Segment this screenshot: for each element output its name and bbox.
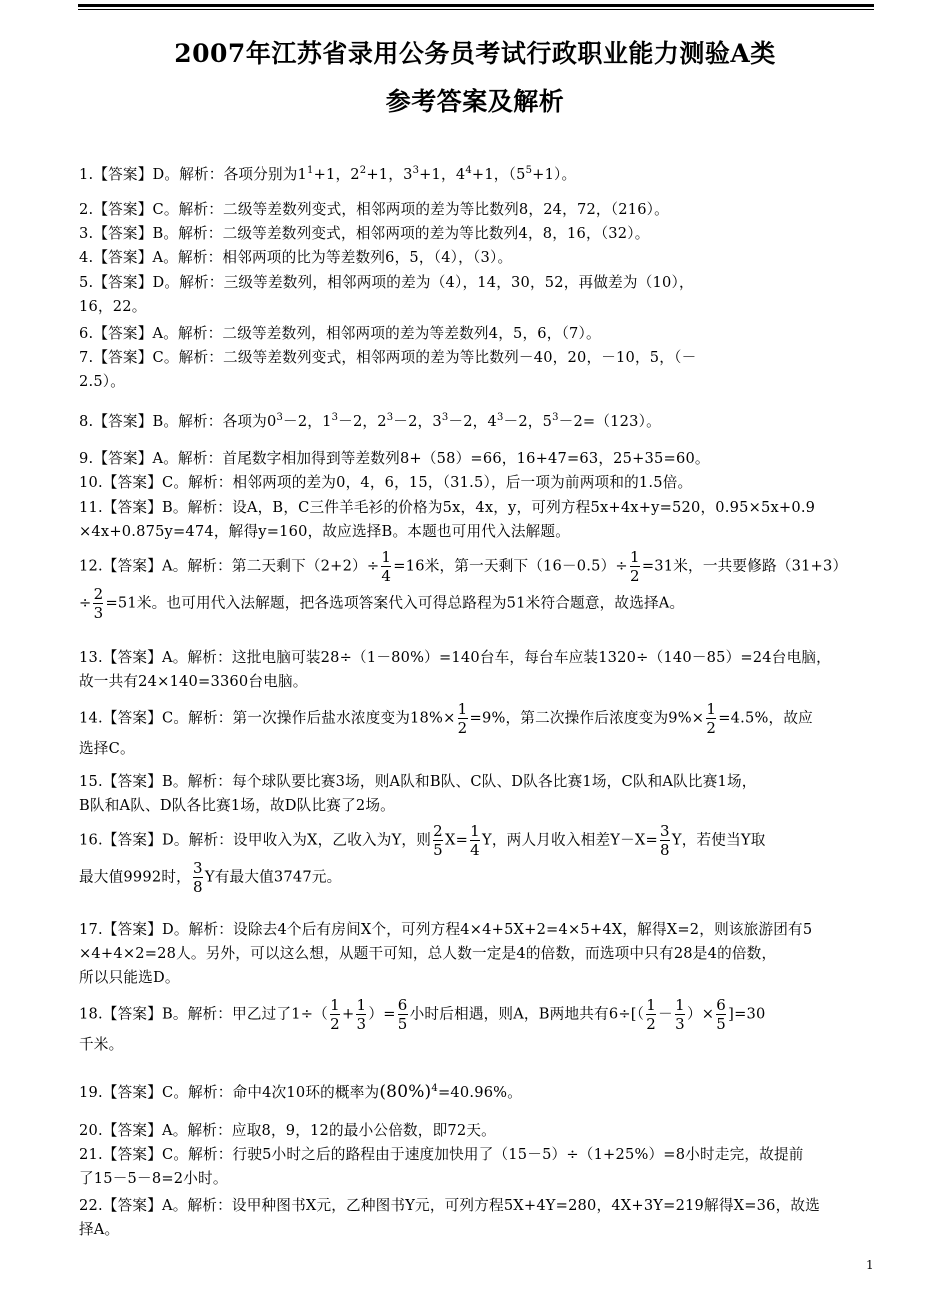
superscript: 5 <box>525 165 533 177</box>
text-run: 2.5）。 <box>79 373 126 390</box>
text-run: 了15－5－8=2小时。 <box>79 1170 228 1187</box>
text-run: 15.【答案】B。解析：每个球队要比赛3场，则A队和B队、C队、D队各比赛1场，C队和A队比赛1场， <box>79 773 757 790</box>
text-run: ）= <box>368 1005 396 1023</box>
fraction-numerator: 2 <box>93 585 104 603</box>
fraction <box>470 822 480 859</box>
text-run: +1）。 <box>532 166 577 183</box>
answer-item-12 <box>79 548 877 622</box>
fraction-denominator: 2 <box>646 1015 657 1033</box>
text-run: 13.【答案】A。解析：这批电脑可装28÷（1－80%）=140台车，每台车应装1320÷（140－85）=24台电脑， <box>79 649 831 666</box>
text-run: +1，3 <box>366 166 413 183</box>
answer-item-10 <box>79 471 877 495</box>
fraction-numerator: 1 <box>675 996 685 1014</box>
answer-item-14 <box>79 700 877 761</box>
fraction <box>646 996 656 1033</box>
text-run: ]=30 <box>728 1005 766 1023</box>
text-run: =16米，第一天剩下（16－0.5）÷ <box>393 557 628 575</box>
text-run: =9%，第二次操作后浓度变为9%× <box>469 709 705 727</box>
answer-item-5 <box>79 271 877 319</box>
answer-item-1 <box>79 163 877 187</box>
text-run: ）× <box>686 1005 715 1023</box>
text-run: 8.【答案】B。解析：各项为0 <box>79 413 277 430</box>
text-run: 故一共有24×140=3360台电脑。 <box>79 673 308 690</box>
answer-item-6 <box>79 322 877 346</box>
text-run: 16，22。 <box>79 298 147 315</box>
answer-item-20 <box>79 1119 877 1143</box>
answer-item-3 <box>79 222 877 246</box>
fraction-denominator: 8 <box>660 841 670 859</box>
text-run: 6.【答案】A。解析：二级等差数列，相邻两项的差为等差数列4，5，6，（7）。 <box>79 325 601 342</box>
superscript: 1 <box>307 165 314 177</box>
text-run: 7.【答案】C。解析：二级等差数列变式，相邻两项的差为等比数列－40，20，－10，5，（－ <box>79 349 697 366</box>
answer-item-18 <box>79 996 877 1057</box>
text-run: 14.【答案】C。解析：第一次操作后盐水浓度变为18%× <box>79 709 456 727</box>
fraction <box>433 822 443 859</box>
text-run: 1.【答案】D。解析：各项分别为1 <box>79 166 308 183</box>
fraction-numerator: 1 <box>629 548 640 566</box>
text-run: 19.【答案】C。解析：命中4次10环的概率为 <box>79 1084 380 1101</box>
text-run: － <box>658 1005 673 1023</box>
text-run: ÷ <box>79 594 92 612</box>
text-run: +1，（5 <box>471 166 526 183</box>
fraction-numerator: 1 <box>330 996 340 1014</box>
fraction <box>93 585 103 622</box>
text-run: －2，1 <box>283 413 332 430</box>
text-run: 小时后相遇，则A，B两地共有6÷[（ <box>409 1005 645 1023</box>
fraction <box>716 996 726 1033</box>
fraction-numerator: 3 <box>660 822 670 840</box>
text-run: 12.【答案】A。解析：第二天剩下（2+2）÷ <box>79 557 380 575</box>
top-rule-thick <box>78 4 874 7</box>
text-run: =51米。也可用代入法解题，把各选项答案代入可得总路程为51米符合题意，故选择A。 <box>105 594 685 612</box>
fraction-denominator: 4 <box>381 567 392 585</box>
text-run: + <box>341 1005 355 1023</box>
fraction-denominator: 2 <box>629 567 640 585</box>
document-subtitle: 参考答案及解析 <box>385 87 565 116</box>
text-run: －2，4 <box>448 413 497 430</box>
answer-item-16 <box>79 822 877 896</box>
fraction-numerator: 1 <box>457 700 468 718</box>
fraction <box>458 700 468 737</box>
text-run: ×4+4×2=28人。另外，可以这么想，从题干可知，总人数一定是4的倍数，而选项中只有28是4的倍数， <box>79 945 777 962</box>
text-run: 择A。 <box>79 1221 120 1238</box>
page-number: 1 <box>866 1258 874 1272</box>
text-run: 22.【答案】A。解析：设甲种图书X元，乙种图书Y元，可列方程5X+4Y=280，4X+3Y=219解得X=36，故选 <box>79 1197 820 1214</box>
text-run: －2，2 <box>338 413 387 430</box>
text-run: 5.【答案】D。解析：三级等差数列，相邻两项的差为（4），14，30，52，再做差为（10）， <box>79 274 694 291</box>
text-run: 18.【答案】B。解析：甲乙过了1÷（ <box>79 1005 328 1023</box>
superscript: 3 <box>412 165 420 177</box>
math-expression: (80%) <box>379 1082 432 1102</box>
fraction-numerator: 1 <box>356 996 367 1014</box>
fraction <box>356 996 366 1033</box>
fraction-numerator: 1 <box>706 700 717 718</box>
fraction-numerator: 1 <box>381 548 392 566</box>
fraction <box>330 996 340 1033</box>
answer-item-4 <box>79 246 877 270</box>
fraction <box>660 822 670 859</box>
text-run: =31米，一共要修路（31+3） <box>641 557 848 575</box>
superscript: 3 <box>331 412 339 424</box>
text-run: －2，5 <box>503 413 553 430</box>
text-run: Y，若使当Y取 <box>671 831 766 849</box>
answer-item-7 <box>79 346 877 394</box>
fraction-numerator: 3 <box>193 859 203 877</box>
superscript: 2 <box>359 165 367 177</box>
answer-item-21 <box>79 1143 877 1191</box>
text-run: 21.【答案】C。解析：行驶5小时之后的路程由于速度加快用了（15－5）÷（1+25%）=8小时走完，故提前 <box>79 1146 804 1163</box>
superscript: 3 <box>386 412 394 424</box>
answer-item-8 <box>79 410 877 434</box>
text-run: Y有最大值3747元。 <box>204 868 342 886</box>
fraction-numerator: 6 <box>716 996 727 1014</box>
text-run: +1，4 <box>419 166 466 183</box>
fraction-denominator: 3 <box>356 1015 367 1033</box>
text-run: 16.【答案】D。解析：设甲收入为X，乙收入为Y，则 <box>79 831 432 849</box>
fraction <box>706 700 716 737</box>
fraction-denominator: 8 <box>193 878 203 896</box>
text-run: 所以只能选D。 <box>79 969 180 986</box>
answer-item-15 <box>79 770 877 818</box>
fraction <box>381 548 391 585</box>
fraction-denominator: 4 <box>470 841 480 859</box>
fraction-denominator: 2 <box>330 1015 340 1033</box>
text-run: 选择C。 <box>79 740 135 757</box>
fraction <box>630 548 640 585</box>
text-run: －2=（123）。 <box>558 413 661 430</box>
superscript: 3 <box>441 412 449 424</box>
fraction <box>193 859 203 896</box>
document-title: 2007年江苏省录用公务员考试行政职业能力测验A类 <box>174 39 776 68</box>
text-run: 17.【答案】D。解析：设除去4个后有房间X个，可列方程4×4+5X+2=4×5+4X，解得X=2，则该旅游团有5 <box>79 921 813 938</box>
text-run: 4.【答案】A。解析：相邻两项的比为等差数列6，5，（4），（3）。 <box>79 249 513 266</box>
text-run: 9.【答案】A。解析：首尾数字相加得到等差数列8+（58）=66，16+47=63，25+35=60。 <box>79 450 710 467</box>
fraction-numerator: 2 <box>433 822 443 840</box>
text-run: =4.5%，故应 <box>718 709 813 727</box>
fraction-denominator: 3 <box>93 604 104 622</box>
text-run: －2，3 <box>393 413 442 430</box>
fraction-numerator: 1 <box>470 822 480 840</box>
fraction-numerator: 1 <box>646 996 657 1014</box>
text-run: 最大值9992时， <box>79 868 191 886</box>
answer-item-11 <box>79 496 877 544</box>
top-rule-thin <box>78 9 874 10</box>
fraction-denominator: 5 <box>716 1015 727 1033</box>
text-run: Y，两人月收入相差Y－X= <box>482 831 658 849</box>
text-run: ×4x+0.875y=474，解得y=160，故应选择B。本题也可用代入法解题。 <box>79 523 571 540</box>
text-run: 11.【答案】B。解析：设A，B，C三件羊毛衫的价格为5x，4x，y，可列方程5x+4x+y=520，0.95×5x+0.9 <box>79 499 816 516</box>
superscript: 3 <box>552 412 559 424</box>
answer-item-17 <box>79 918 877 990</box>
text-run: 20.【答案】A。解析：应取8，9，12的最小公倍数，即72天。 <box>79 1122 496 1139</box>
answer-item-19 <box>79 1080 877 1105</box>
text-run: 10.【答案】C。解析：相邻两项的差为0，4，6，15，（31.5），后一项为前两项和的1.5倍。 <box>79 474 693 491</box>
answer-item-22 <box>79 1194 877 1242</box>
fraction-denominator: 5 <box>433 841 443 859</box>
fraction-numerator: 6 <box>397 996 408 1014</box>
fraction-denominator: 3 <box>675 1015 685 1033</box>
fraction <box>398 996 408 1033</box>
answer-item-9 <box>79 447 877 471</box>
text-run: X= <box>445 831 469 849</box>
superscript: 4 <box>431 1083 438 1095</box>
answer-item-2 <box>79 198 877 222</box>
superscript: 3 <box>496 412 504 424</box>
superscript: 3 <box>276 412 284 424</box>
fraction-denominator: 5 <box>397 1015 408 1033</box>
fraction-denominator: 2 <box>457 719 468 737</box>
text-run: =40.96%。 <box>437 1084 523 1101</box>
text-run: 千米。 <box>79 1036 124 1053</box>
text-run: +1，2 <box>313 166 360 183</box>
text-run: 3.【答案】B。解析：二级等差数列变式，相邻两项的差为等比数列4，8，16，（32）。 <box>79 225 650 242</box>
answer-item-13 <box>79 646 877 694</box>
text-run: B队和A队、D队各比赛1场，故D队比赛了2场。 <box>79 797 395 814</box>
superscript: 4 <box>465 165 472 177</box>
text-run: 2.【答案】C。解析：二级等差数列变式，相邻两项的差为等比数列8，24，72，（216）。 <box>79 201 669 218</box>
fraction-denominator: 2 <box>706 719 717 737</box>
fraction <box>675 996 685 1033</box>
